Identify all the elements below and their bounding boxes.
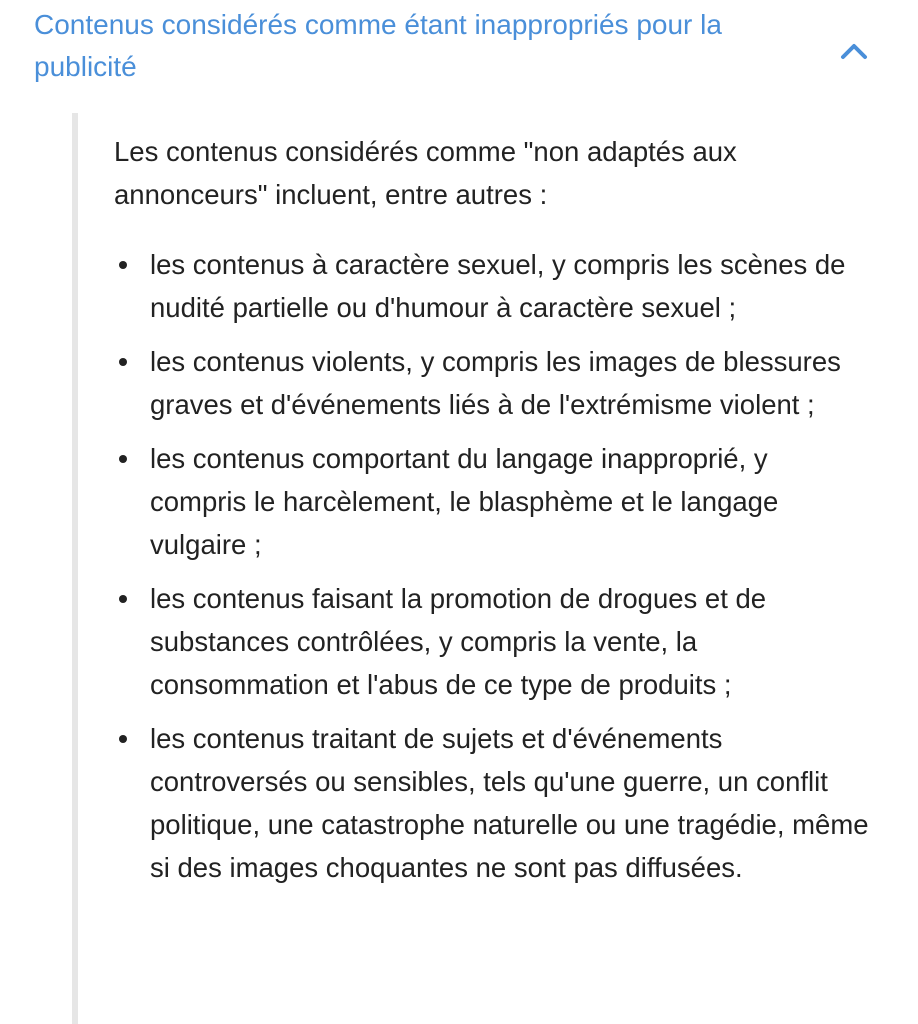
list-item bbox=[110, 717, 870, 889]
list-item-text: les contenus traitant de sujets et d'événements controversés ou sensibles, tels qu'une guerre, un conflit politique, une catastrophe naturelle ou une tragédie, même si des images choquantes ne sont pas diffusées. bbox=[150, 723, 869, 883]
content-list bbox=[110, 243, 870, 900]
bullet-icon bbox=[119, 358, 127, 366]
bullet-icon bbox=[119, 261, 127, 269]
list-item-text: les contenus faisant la promotion de drogues et de substances contrôlées, y compris la vente, la consommation et l'abus de ce type de produits ; bbox=[150, 583, 767, 700]
chevron-up-icon[interactable] bbox=[838, 36, 870, 68]
section-title[interactable]: Contenus considérés comme étant inappropriés pour la publicité bbox=[34, 9, 722, 82]
list-item-text: les contenus à caractère sexuel, y compris les scènes de nudité partielle ou d'humour à caractère sexuel ; bbox=[150, 249, 846, 323]
list-item-text: les contenus violents, y compris les images de blessures graves et d'événements liés à de l'extrémisme violent ; bbox=[150, 346, 841, 420]
bullet-icon bbox=[119, 455, 127, 463]
list-item bbox=[110, 437, 870, 566]
accordion-content bbox=[72, 113, 918, 1024]
list-item bbox=[110, 243, 870, 329]
list-item bbox=[110, 340, 870, 426]
list-item bbox=[110, 577, 870, 706]
bullet-icon bbox=[119, 735, 127, 743]
list-item-text: les contenus comportant du langage inapproprié, y compris le harcèlement, le blasphème et le langage vulgaire ; bbox=[150, 443, 779, 560]
bullet-icon bbox=[119, 595, 127, 603]
intro-text: Les contenus considérés comme "non adaptés aux annonceurs" incluent, entre autres : bbox=[114, 136, 737, 210]
accordion-header[interactable] bbox=[0, 0, 918, 110]
